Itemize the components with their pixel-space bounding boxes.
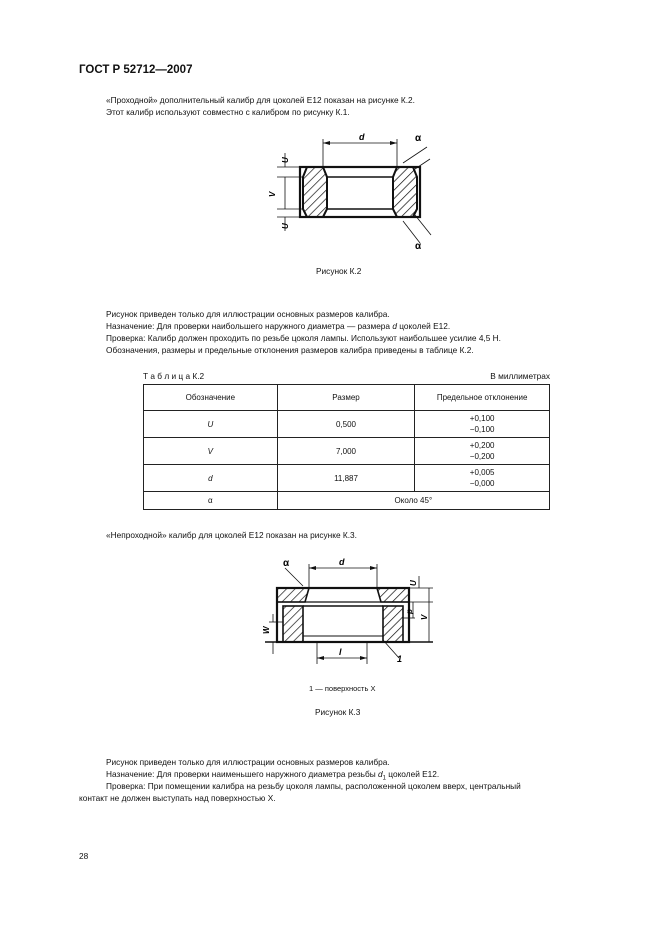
k3-label-alpha: α: [283, 558, 290, 569]
para2-line-2: Назначение: Для проверки наименьшего наружного диаметра резьбы $d_1$ цоколей E12.: [106, 769, 440, 782]
table-cell-symbol: U: [144, 411, 278, 438]
table-header-cell: Обозначение: [144, 385, 278, 411]
table-cell-merged: Около 45°: [277, 492, 549, 510]
intro-line-1: «Проходной» дополнительный калибр для цоколей E12 показан на рисунке К.2.: [106, 95, 415, 105]
figure-k3-caption: Рисунок К.3: [315, 707, 361, 717]
k3-label-v: V: [420, 614, 429, 620]
k3-label-l: l: [339, 647, 342, 657]
k3-label-d: d: [339, 557, 345, 567]
k2-label-alpha-bot: α: [415, 241, 422, 252]
k2-label-u-top: U: [281, 157, 290, 163]
table-cell-deviation: +0,200 −0,200: [415, 438, 550, 465]
figure-k2-drawing: [255, 125, 435, 255]
intro2-line: «Непроходной» калибр для цоколей E12 показан на рисунке К.3.: [106, 530, 357, 540]
table-cell-deviation: +0,005 −0,000: [415, 465, 550, 492]
table-header-cell: Размер: [277, 385, 415, 411]
para1-line-1: Рисунок приведен только для иллюстрации основных размеров калибра.: [106, 309, 390, 319]
k2-label-alpha-top: α: [415, 133, 422, 144]
table-cell-size: 7,000: [277, 438, 415, 465]
table-header-row: [144, 385, 550, 411]
table-header-cell: Предельное отклонение: [415, 385, 550, 411]
table-row: [144, 438, 550, 465]
table-cell-deviation: +0,100 −0,100: [415, 411, 550, 438]
table-cell-symbol: V: [144, 438, 278, 465]
k3-label-1: 1: [397, 654, 403, 664]
table-cell-symbol: α: [144, 492, 278, 510]
k3-label-p: p: [405, 609, 414, 614]
k2-label-v: V: [268, 191, 277, 197]
table-label: Т а б л и ц а К.2: [143, 371, 205, 381]
para1-line-3: Проверка: Калибр должен проходить по резьбе цоколя лампы. Используют наибольшее усилие 4,5 Н.: [106, 333, 501, 343]
figure-k2-caption: Рисунок К.2: [316, 266, 362, 276]
para1-line-2: Назначение: Для проверки наибольшего наружного диаметра — размера d цоколей E12.: [106, 321, 451, 331]
k3-label-u: U: [409, 580, 418, 586]
table-row: [144, 411, 550, 438]
table-cell-size: 11,887: [277, 465, 415, 492]
table-k2: [143, 384, 550, 510]
k2-label-u-bot: U: [281, 223, 290, 229]
k3-label-w: W: [262, 626, 271, 634]
document-header: ГОСТ Р 52712—2007: [79, 64, 193, 76]
para2-line-3: Проверка: При помещении калибра на резьбу цоколя лампы, расположенной цоколем вверх, центральный: [106, 781, 521, 791]
table-row: [144, 492, 550, 510]
k2-label-d: d: [359, 132, 365, 142]
table-cell-symbol: d: [144, 465, 278, 492]
page-number: 28: [79, 851, 89, 861]
intro-line-2: Этот калибр используют совместно с калибром по рисунку К.1.: [106, 107, 350, 117]
table-cell-size: 0,500: [277, 411, 415, 438]
figure-k3-note: 1 — поверхность X: [309, 684, 376, 693]
table-units: В миллиметрах: [490, 371, 550, 381]
table-row: [144, 465, 550, 492]
para2-line-1: Рисунок приведен только для иллюстрации основных размеров калибра.: [106, 757, 390, 767]
figure-k3-drawing: [255, 552, 445, 670]
para1-line-4: Обозначения, размеры и предельные отклонения размеров калибра приведены в таблице К.2.: [106, 345, 474, 355]
para2-line-4: контакт не должен выступать над поверхностью X.: [79, 793, 276, 803]
